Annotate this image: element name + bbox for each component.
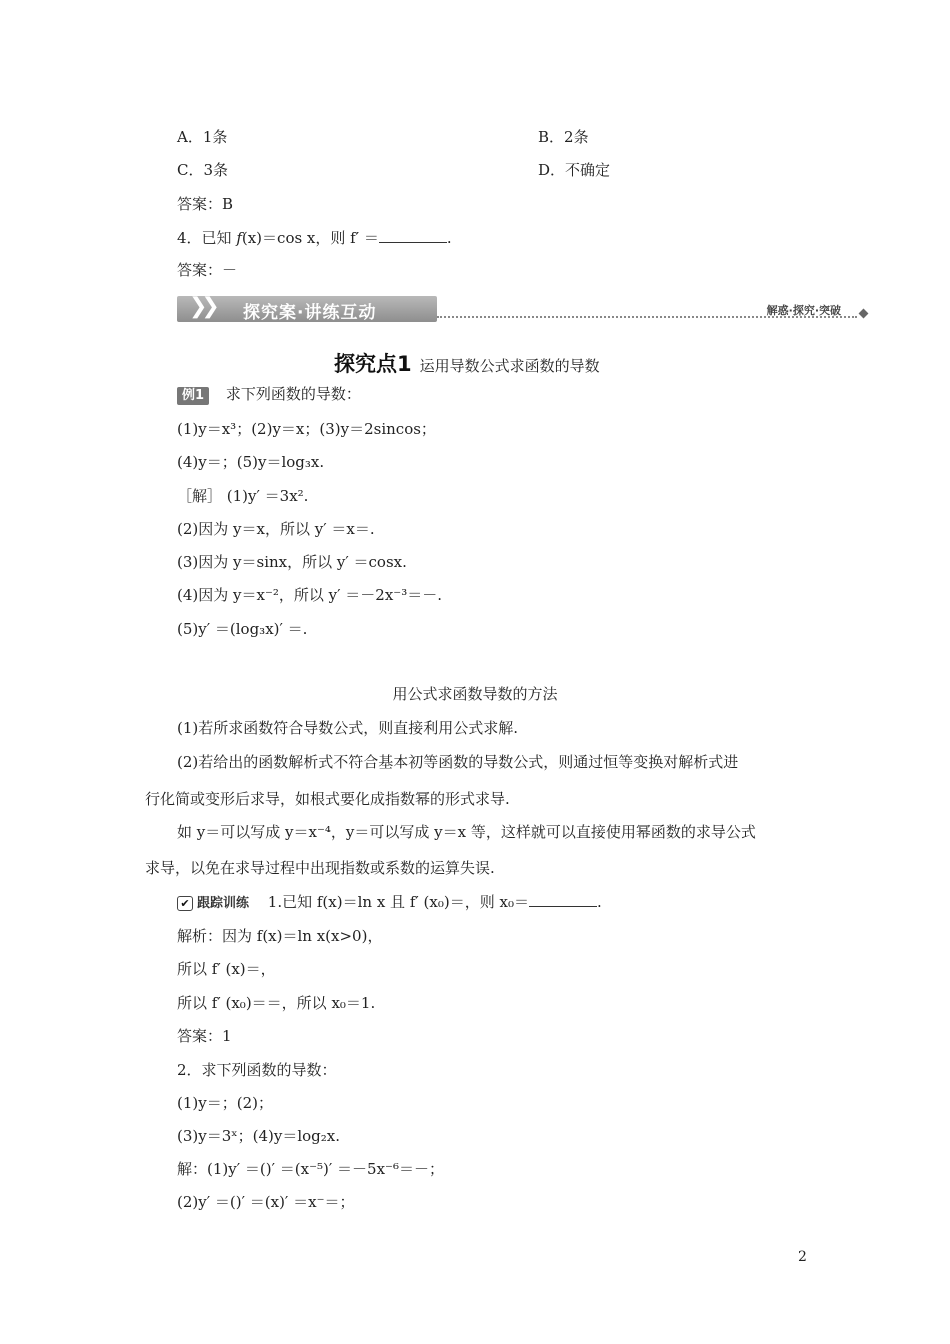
solution-line: 2．求下列函数的导数： — [177, 1061, 337, 1079]
solution-line: 所以 f′ (x₀)＝＝，所以 x₀＝1. — [177, 994, 376, 1012]
section-heading — [334, 348, 600, 378]
q4-prefix: 4．已知 — [177, 229, 237, 247]
solution-line: (2)y′ ＝()′ ＝(x)′ ＝x⁻＝； — [177, 1193, 355, 1211]
example-item: ［解］ (1)y′ ＝3x². — [177, 487, 309, 505]
section-title: 探究点1 — [334, 352, 412, 376]
tracking-badge: 跟踪训练 — [197, 896, 250, 911]
q4-line — [177, 228, 452, 248]
method-paragraph: (1)若所求函数符合导数公式，则直接利用公式求解. — [177, 719, 519, 737]
option-a: A．1条 — [177, 128, 228, 146]
option-c: C．3条 — [177, 161, 229, 179]
page-number: 2 — [798, 1249, 807, 1265]
example-item: (5)y′ ＝(log₃x)′ ＝. — [177, 620, 308, 638]
check-icon: ✔ — [177, 896, 193, 911]
section-banner — [177, 294, 867, 326]
tracking-blank — [529, 892, 597, 907]
q4-answer: 答案：－ — [177, 261, 238, 279]
solution-line: (3)y＝3ˣ；(4)y＝log₂x. — [177, 1127, 341, 1145]
q4-blank — [379, 228, 447, 243]
example-badge: 例1 — [177, 387, 209, 405]
solution-line: 解：(1)y′ ＝()′ ＝(x⁻⁵)′ ＝－5x⁻⁶＝－； — [177, 1160, 444, 1178]
solution-line: (1)y＝；(2)； — [177, 1094, 273, 1112]
chevron-right-icon: ❯❯ — [189, 294, 214, 319]
method-paragraph: 如 y＝可以写成 y＝x⁻⁴，y＝可以写成 y＝x 等，这样就可以直接使用幂函数的求导公式 — [177, 823, 756, 841]
q4-mid: (x)＝cos x，则 f′ ＝ — [241, 229, 379, 247]
option-b: B．2条 — [538, 128, 589, 146]
banner-title: 探究案·讲练互动 — [243, 303, 377, 323]
example-item: (4)y＝；(5)y＝log₃x. — [177, 453, 325, 471]
example-item: (4)因为 y＝x⁻²，所以 y′ ＝－2x⁻³＝－. — [177, 586, 442, 604]
tracking-tail: . — [596, 893, 602, 911]
tracking-line — [177, 892, 602, 914]
method-paragraph: 行化简或变形后求导，如根式要化成指数幂的形式求导. — [145, 790, 510, 808]
method-paragraph: (2)若给出的函数解析式不符合基本初等函数的导数公式，则通过恒等变换对解析式进 — [177, 753, 739, 771]
example-item: (3)因为 y＝sinx，所以 y′ ＝cosx. — [177, 553, 407, 571]
banner-right-label: 解惑·探究·突破 — [766, 304, 841, 317]
q3-answer: 答案：B — [177, 195, 234, 213]
example-item: (1)y＝x³；(2)y＝x；(3)y＝2sincos； — [177, 420, 436, 438]
diamond-icon — [859, 309, 869, 319]
option-d: D．不确定 — [538, 161, 611, 179]
q4-fx: f — [236, 229, 242, 247]
solution-line: 解析：因为 f(x)＝ln x(x>0)， — [177, 927, 383, 945]
q4-tail: . — [446, 229, 452, 247]
example-item: (2)因为 y＝x，所以 y′ ＝x＝. — [177, 520, 375, 538]
method-title: 用公式求函数导数的方法 — [392, 685, 558, 703]
tracking-question: 1.已知 f(x)＝ln x 且 f′ (x₀)＝，则 x₀＝ — [267, 893, 529, 911]
example-text: 求下列函数的导数： — [225, 385, 361, 403]
method-paragraph: 求导，以免在求导过程中出现指数或系数的运算失误. — [145, 859, 495, 877]
solution-line: 答案：1 — [177, 1027, 232, 1045]
section-subtitle: 运用导数公式求函数的导数 — [419, 357, 600, 375]
example-line — [177, 384, 361, 405]
solution-line: 所以 f′ (x)＝， — [177, 960, 276, 978]
